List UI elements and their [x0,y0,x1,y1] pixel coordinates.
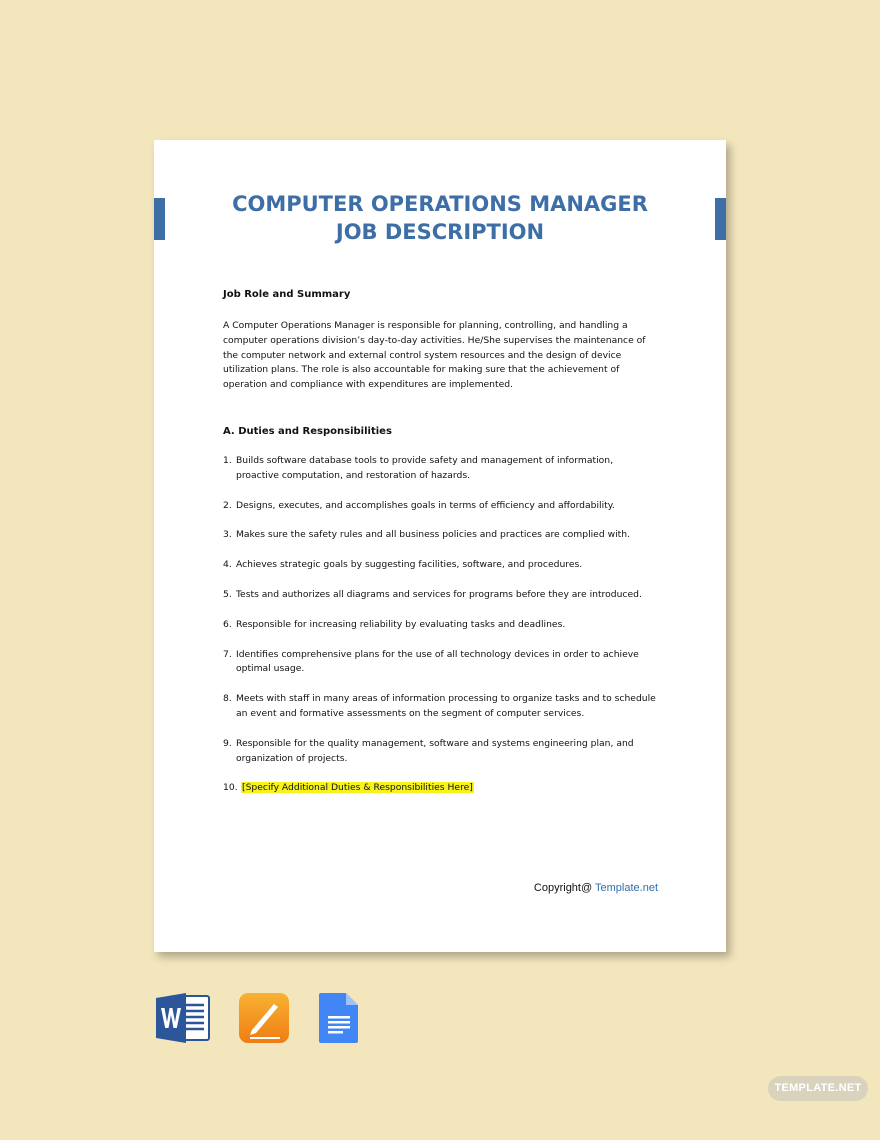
template-net-watermark: TEMPLATE.NET [768,1076,868,1101]
duty-text: Responsible for increasing reliability by evaluating tasks and deadlines. [236,618,566,630]
duty-text: Makes sure the safety rules and all business policies and practices are complied with. [236,529,631,541]
duties-list [223,454,663,796]
duty-number: 6. [223,618,232,630]
duty-text: Responsible for the quality management, software and systems engineering plan, and organization of projects. [236,737,634,764]
role-heading: Job Role and Summary [223,289,351,300]
duty-item [223,499,663,514]
copyright-prefix: Copyright@ [533,882,596,894]
title-line-2: JOB DESCRIPTION [335,220,545,244]
duty-item-placeholder [223,781,663,796]
duty-number: 3. [223,529,232,541]
duty-item [223,648,663,678]
document-title [154,190,726,246]
duty-text: Identifies comprehensive plans for the use of all technology devices in order to achieve optimal usage. [236,648,639,675]
placeholder-highlight[interactable]: [Specify Additional Duties & Responsibilities Here] [242,782,473,794]
duty-number: 7. [223,648,232,660]
summary-paragraph: A Computer Operations Manager is responsible for planning, controlling, and handling a computer operations division’s day-to-day activities. He/She supervises the maintenance of the computer network and external control system resources and the design of device utilization plans. The role is also accountable for making sure that the achievement of operation and compliance with expenditures are implemented. [223,320,646,391]
copyright-link[interactable]: Template.net [595,882,658,894]
duty-item [223,454,663,484]
document-page [154,140,726,952]
title-line-1: COMPUTER OPERATIONS MANAGER [232,192,648,216]
duty-text: Builds software database tools to provide safety and management of information, proactive computation, and restoration of hazards. [236,454,613,481]
duty-number: 10. [223,782,238,794]
duty-text: Tests and authorizes all diagrams and services for programs before they are introduced. [236,588,642,600]
document-body [223,289,663,811]
duty-item [223,618,663,633]
duty-number: 8. [223,693,232,705]
duty-item [223,692,663,722]
word-icon[interactable] [155,992,211,1044]
duties-heading: A. Duties and Responsibilities [223,425,392,437]
copyright [534,882,658,894]
duty-text: Meets with staff in many areas of information processing to organize tasks and to schedule an event and formative assessments on the segment of computer services. [236,693,656,719]
pages-icon[interactable] [238,992,290,1044]
google-docs-icon[interactable] [318,992,360,1044]
duty-item [223,558,663,573]
duty-text: Designs, executes, and accomplishes goals in terms of efficiency and affordability. [236,499,615,511]
duty-number: 4. [223,559,232,571]
duty-item [223,528,663,543]
duty-number: 9. [223,737,232,749]
duty-item [223,588,663,603]
duty-number: 5. [223,588,232,600]
duty-text: Achieves strategic goals by suggesting facilities, software, and procedures. [236,559,583,571]
duty-number: 1. [223,454,232,466]
duty-number: 2. [223,499,232,511]
duty-item [223,737,663,767]
